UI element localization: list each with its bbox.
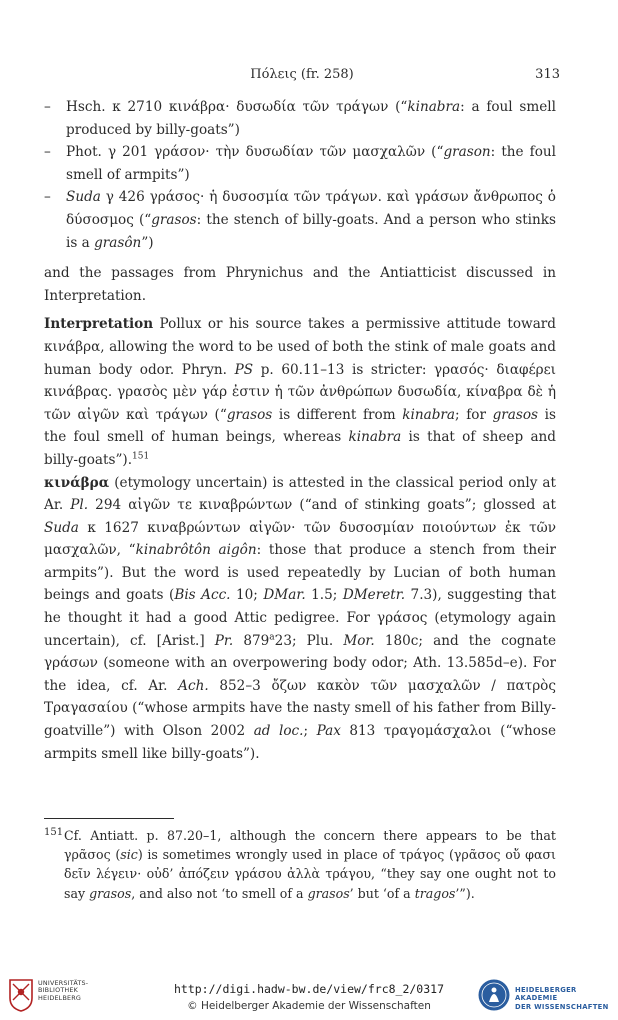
- italic-text: grason: [443, 144, 491, 161]
- footnote-text: [44, 826, 556, 903]
- text-run: 180c; and the cognate γράσων (someone with an overpowering body odor; Ath. 13.585d–e). For the idea, cf. Ar.: [44, 632, 556, 694]
- citation-dash: –: [44, 99, 51, 115]
- page-url-link[interactable]: http://digi.hadw-bw.de/view/frc8_2/0317: [173, 982, 445, 996]
- citation-item: [44, 186, 556, 254]
- text-run: p. 60.11–13 is stricter: γρασός· διαφέρει κινάβρας. γρασὸς μὲν γάρ ἐστιν ἡ τῶν ἀνθρώπων δυσωδία, κίναβρα δὲ ἡ τῶν αἰγῶν καὶ τράγων (“: [44, 361, 556, 423]
- text-run: ; for: [455, 406, 493, 423]
- text-run: , and also not ‘to smell of a: [131, 885, 308, 901]
- intro-paragraph: [44, 262, 556, 307]
- text-run: is different from: [272, 406, 403, 423]
- text-run: ;: [303, 723, 317, 740]
- citation-dash: –: [44, 144, 51, 161]
- italic-text: Pl.: [70, 497, 89, 514]
- italic-text: Suda: [44, 519, 79, 536]
- text-run: Hsch. κ 2710 κινάβρα· δυσωδία τῶν τράγων (“: [66, 99, 408, 115]
- running-head: [44, 64, 560, 86]
- text-run: is the foul smell of human beings, whereas: [44, 406, 557, 446]
- text-run: ”): [141, 234, 154, 251]
- text-run: 7.3), suggesting that he thought it had a good Attic pedigree. For γράσος (etymology again uncertain), cf. [Arist.]: [44, 587, 556, 649]
- text-run: Phot. γ 201 γράσον· τὴν δυσωδίαν τῶν μασχαλῶν (“: [66, 144, 444, 161]
- text-run: 852–3 ὄζων κακὸν τῶν μασχαλῶν / πατρὸς Τραγασαίου (“whose armpits have the nasty smell of his father from Billy-goatville”) with Olson 2002: [44, 677, 556, 740]
- citation-text: [66, 99, 556, 138]
- superscript: 151: [132, 451, 150, 462]
- italic-text: kinabra: [348, 429, 402, 446]
- page-number: 313: [535, 67, 560, 82]
- italic-text: kinabra: [407, 99, 461, 115]
- italic-text: kinabra: [402, 406, 456, 423]
- library-name: UNIVERSITÄTS- BIBLIOTHEK HEIDELBERG: [38, 979, 89, 1002]
- footnote-rule: [44, 818, 174, 819]
- text-run: 23; Plu.: [274, 632, 344, 649]
- italic-text: grasos: [89, 885, 132, 901]
- digitization-footer: [0, 976, 618, 1020]
- text-run: 1.5;: [305, 587, 343, 604]
- text-run: ’ but ‘of a: [349, 885, 415, 901]
- text-run: ’”).: [455, 885, 475, 901]
- italic-text: sic: [120, 847, 138, 863]
- text-run: : those that produce a stench from their armpits”). But the word is used repeatedly by Lucian of both human beings and goats (: [44, 542, 556, 604]
- text-run: ) is sometimes wrongly used in place of τράγος (γρᾶσος οὔ φασι δεῖν λέγειν· οὐδ’ ἀπόζειν γράσου ἀλλὰ τράγου, “they say one ought not to say: [64, 847, 556, 901]
- text-run: γ 426 γράσος· ἡ δυσοσμία τῶν τράγων. καὶ γράσων ἄνθρωπος ὁ δύσοσμος (“: [66, 189, 556, 228]
- italic-text: Suda: [66, 189, 101, 206]
- text-run: 813 τραγομάσχαλοι (“whose armpits smell like billy-goats”).: [44, 723, 557, 762]
- citation-item: [44, 96, 556, 141]
- academy-seal-icon: [477, 978, 511, 1012]
- text-run: : a foul smell produced by billy-goats”): [66, 99, 556, 138]
- footnote-number: 151: [44, 827, 64, 838]
- text-run: and the passages from Phrynichus and the Antiatticist discussed in Interpretation.: [44, 265, 556, 304]
- commentary-paragraph: [44, 472, 556, 766]
- main-text: [44, 96, 556, 765]
- italic-text: kinabrôtôn aigôn: [135, 542, 257, 559]
- italic-text: Pr.: [214, 632, 234, 649]
- italic-text: grasos: [151, 211, 197, 228]
- italic-text: Pax: [316, 723, 341, 740]
- text-run: 10;: [230, 587, 264, 604]
- italic-text: Mor.: [343, 632, 375, 649]
- text-run: (etymology uncertain) is attested in the classical period only at Ar.: [44, 474, 556, 514]
- superscript: a: [269, 632, 275, 643]
- citation-item: [44, 141, 556, 186]
- text-run: 294 αἰγῶν τε κιναβρώντων (“and of stinking goats”; glossed at: [88, 497, 556, 514]
- university-library-crest-icon: [8, 978, 34, 1012]
- italic-text: tragos: [414, 885, 456, 901]
- text-run: Cf. Antiatt. p. 87.20–1, although the concern there appears to be that γρᾶσος (: [64, 828, 556, 863]
- citation-dash: –: [44, 189, 51, 206]
- citation-list: [44, 96, 556, 254]
- italic-text: grasos: [307, 885, 350, 901]
- text-run: is that of sheep and billy-goats”).: [44, 429, 556, 468]
- running-title: Πόλεις (fr. 258): [250, 67, 354, 82]
- text-run: Pollux or his source takes a permissive attitude toward κινάβρα, allowing the word to be used of both the stink of male goats and human body odor. Phryn.: [44, 316, 556, 378]
- italic-text: grasos: [492, 406, 539, 423]
- italic-text: PS: [234, 361, 254, 378]
- bold-text: Interpretation: [44, 316, 154, 333]
- italic-text: Bis Acc.: [174, 587, 231, 604]
- bold-text: κινάβρα: [44, 474, 110, 491]
- interpretation-paragraph: [44, 313, 556, 471]
- copyright-notice: © Heidelberger Akademie der Wissenschaften: [187, 1000, 431, 1012]
- italic-text: grasos: [226, 406, 273, 423]
- text-run: 879: [233, 632, 270, 649]
- footnote: [44, 826, 556, 903]
- italic-text: grasôn: [94, 234, 142, 251]
- citation-text: [66, 144, 556, 183]
- academy-name: HEIDELBERGER AKADEMIE DER WISSENSCHAFTEN: [515, 986, 609, 1011]
- text-run: : the stench of billy-goats. And a person who stinks is a: [66, 211, 556, 251]
- italic-text: DMeretr.: [342, 587, 406, 604]
- italic-text: Ach.: [178, 677, 209, 694]
- italic-text: DMar.: [263, 587, 306, 604]
- citation-text: [66, 189, 556, 250]
- text-run: κ 1627 κιναβρώντων αἰγῶν· τῶν δυσοσμίαν ποιούντων ἐκ τῶν μασχαλῶν, “: [44, 519, 556, 559]
- text-run: : the foul smell of armpits”): [66, 144, 556, 183]
- italic-text: ad loc.: [253, 723, 304, 740]
